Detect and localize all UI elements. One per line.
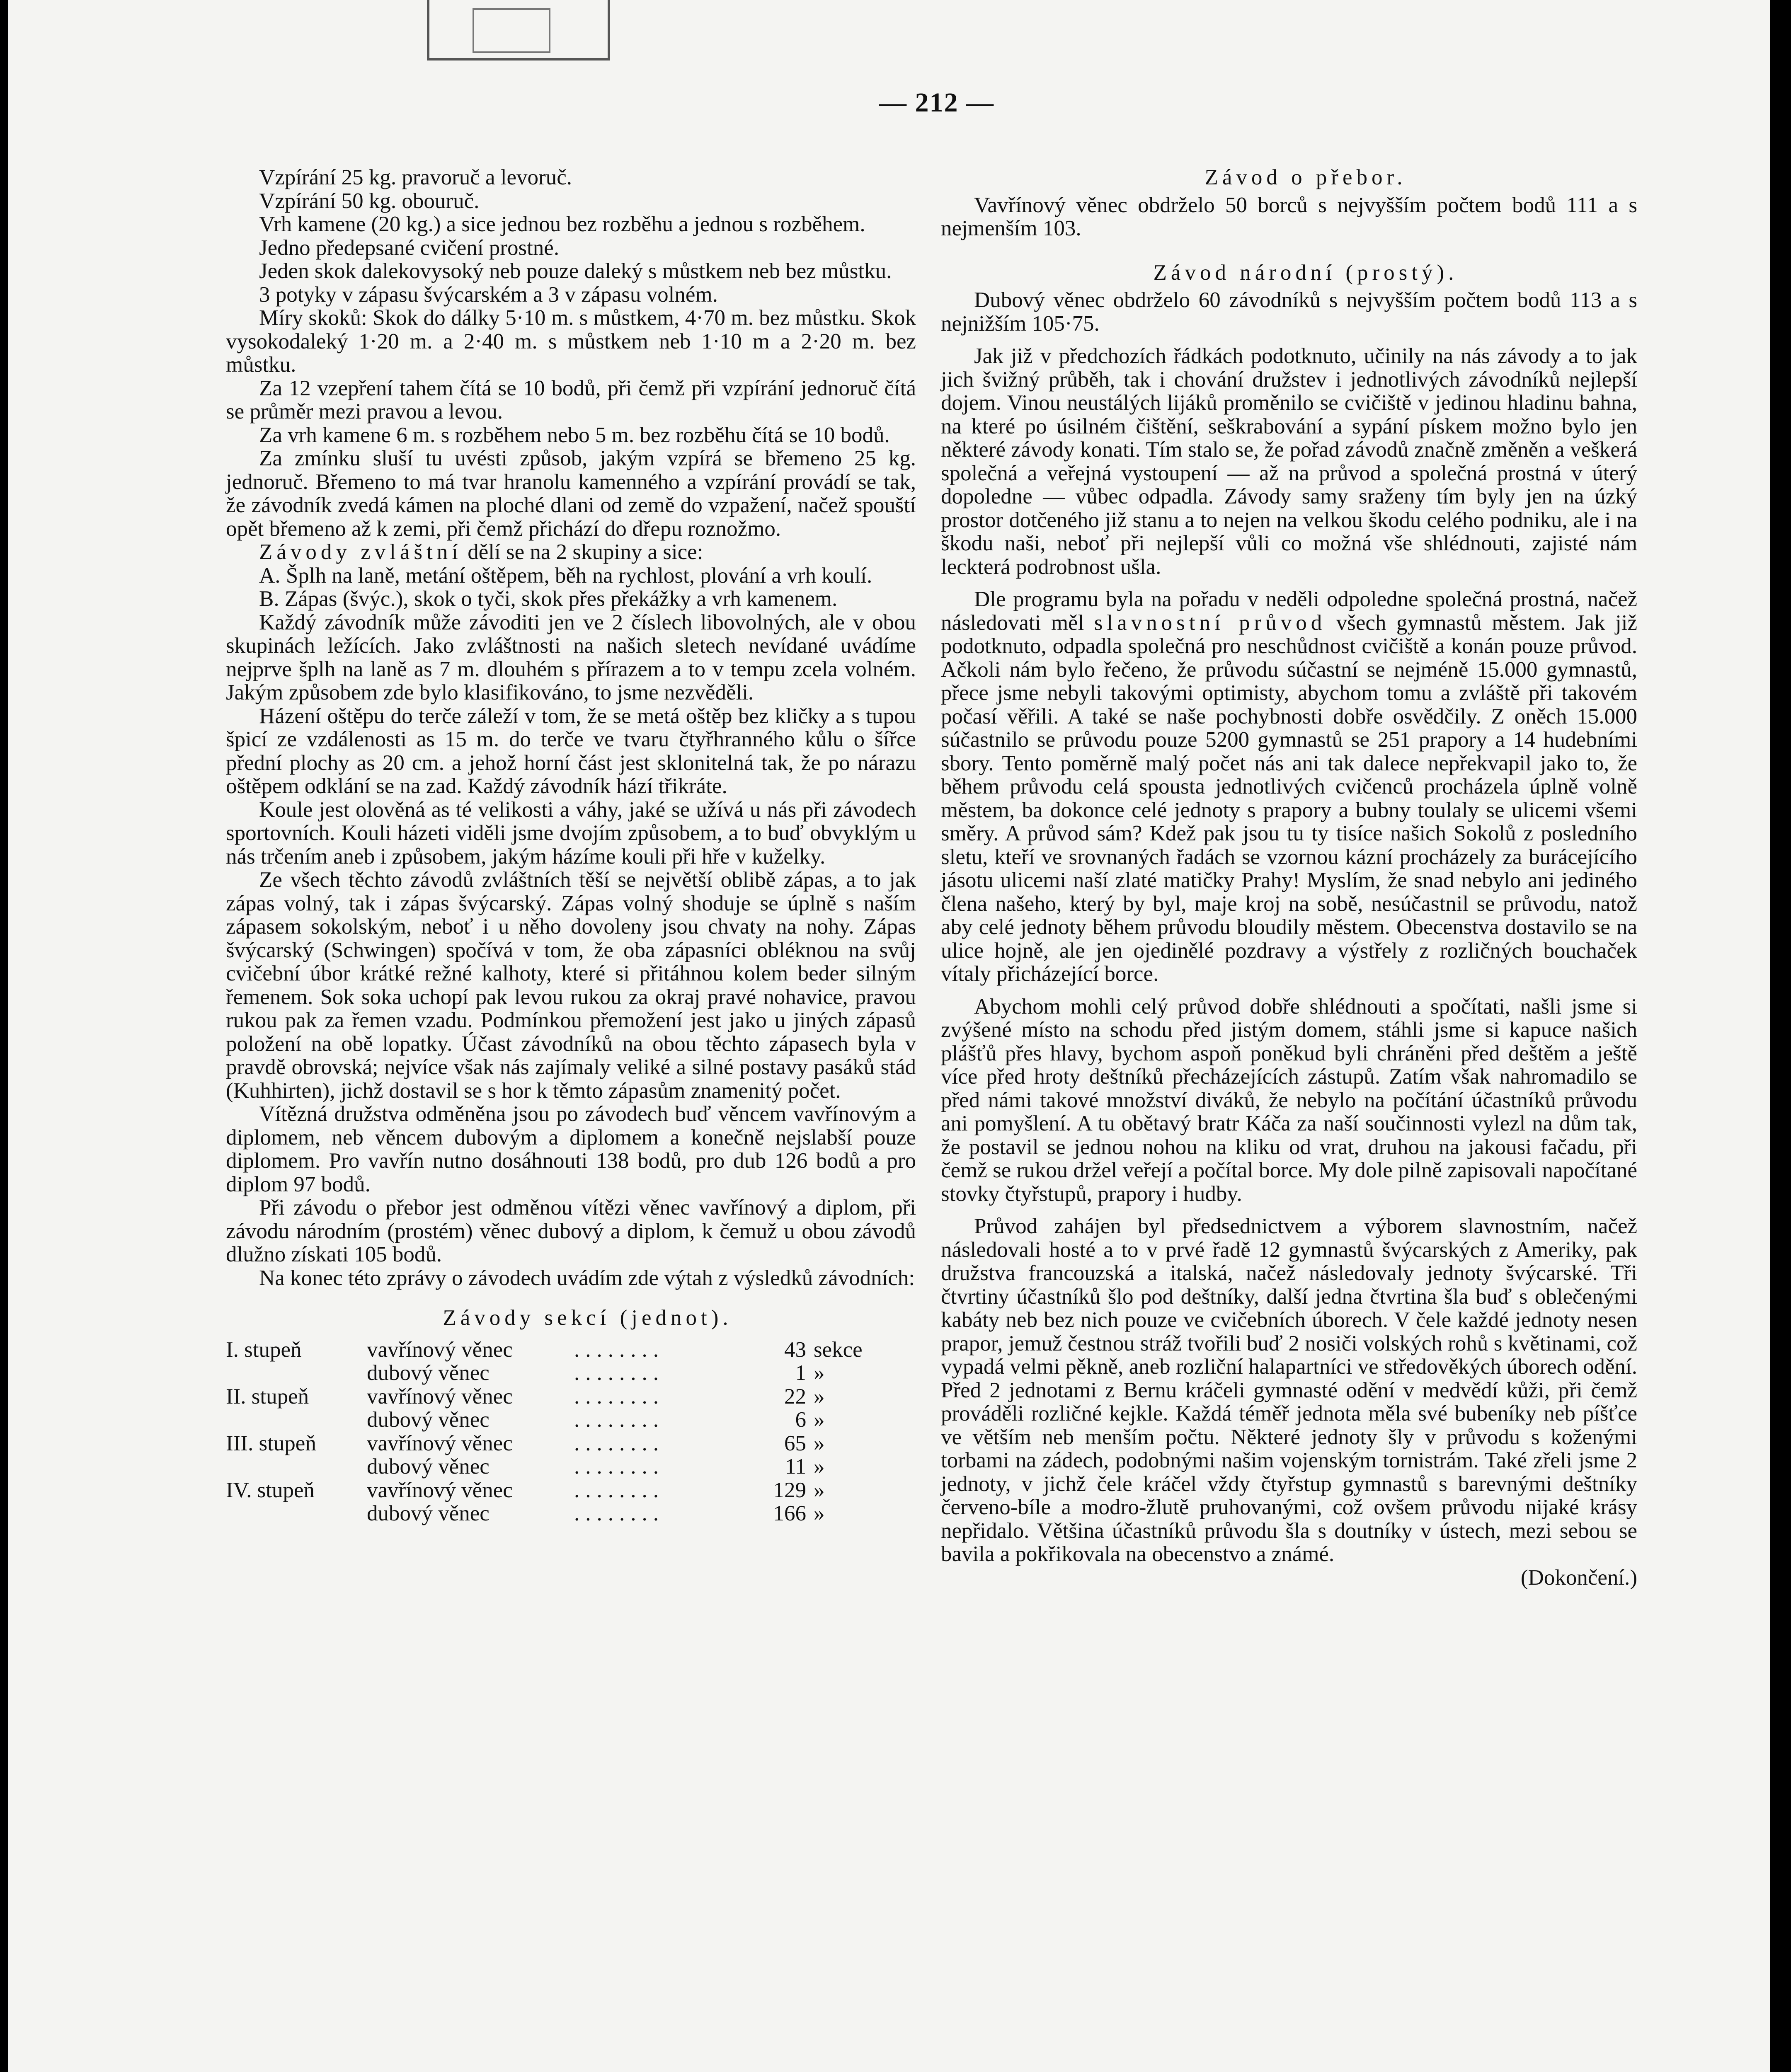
results-row bbox=[226, 1338, 916, 1362]
results-row bbox=[226, 1361, 916, 1385]
result-unit: sekce bbox=[814, 1337, 863, 1362]
result-degree: II. stupeň bbox=[226, 1384, 309, 1409]
paragraph: Dubový věnec obdrželo 60 závodníků s nejvyšším počtem bodů 113 a s nejnižším 105·75. bbox=[941, 288, 1637, 336]
leader-dots: ........ bbox=[574, 1408, 664, 1432]
result-prize: dubový věnec bbox=[367, 1361, 490, 1385]
result-unit: » bbox=[814, 1431, 825, 1455]
leader-dots: ........ bbox=[574, 1361, 664, 1385]
continuation-note: (Dokončení.) bbox=[1520, 1565, 1637, 1590]
paragraph: Za zmínku sluší tu uvésti způsob, jakým vzpírá se břemeno 25 kg. jednoruč. Břemeno to má tvar hranolu kamenného a vzpírání provádí se tak, že závodník zvedá kámen na ploché dlani od země do vzpažení, načež spouští opět břemeno až k zemi, při čemž přichází do dřepu roznožmo. bbox=[226, 446, 916, 541]
result-prize: vavřínový věnec bbox=[367, 1431, 513, 1455]
results-row bbox=[226, 1408, 916, 1432]
result-degree: IV. stupeň bbox=[226, 1478, 315, 1502]
section-heading: Závod národní (prostý). bbox=[1153, 260, 1458, 285]
result-count: 6 bbox=[795, 1408, 806, 1432]
paragraph: Za vrh kamene 6 m. s rozběhem nebo 5 m. bez rozběhu čítá se 10 bodů. bbox=[259, 423, 890, 447]
paragraph: Vrh kamene (20 kg.) a sice jednou bez rozběhu a jednou s rozběhem. bbox=[259, 212, 865, 236]
intro-rest: dělí se na 2 skupiny a sice: bbox=[462, 540, 703, 564]
section-heading: Závod o přebor. bbox=[1205, 165, 1407, 189]
result-prize: dubový věnec bbox=[367, 1501, 490, 1525]
result-unit: » bbox=[814, 1361, 825, 1385]
paragraph: Míry skoků: Skok do dálky 5·10 m. s můstkem, 4·70 m. bez můstku. Skok vysokodaleký 1·20 m. a 2·40 m. s můstkem neb 1·10 m a 2·20 m. bez můstku. bbox=[226, 306, 916, 377]
results-row bbox=[226, 1502, 916, 1525]
special-contests-intro bbox=[226, 540, 916, 564]
results-row bbox=[226, 1385, 916, 1409]
left-column bbox=[226, 166, 916, 1525]
paragraph: Ze všech těchto závodů zvláštních těší se největší oblibě zápas, a to jak zápas volný, tak i zápas švýcarský. Zápas volný shoduje se úplně s naším zápasem sokolským, neboť i u něho dovoleny jsou chvaty na nohy. Zápas švýcarský (Schwingen) spočívá v tom, že oba zápasníci obléknou na svůj cvičební úbor krátké režné kalhoty, které si přitáhnou kolem beder silným řemenem. Sok soka uchopí pak levou rukou za okraj pravé nohavice, pravou rukou pak za řemen vzadu. Podmínkou přemožení jest jako u jiných zápasů položení na obě lopatky. Účast závodníků na obou těchto zápasech byla v pravdě obrovská; nejvíce však nás zajímaly veliké a silné postavy pasáků stád (Kuhhirten), jichž dostavil se s hor k těmto zápasům znamenitý počet. bbox=[226, 868, 916, 1103]
result-unit: » bbox=[814, 1408, 825, 1432]
paragraph: Vzpírání 50 kg. obouruč. bbox=[259, 189, 480, 213]
result-unit: » bbox=[814, 1501, 825, 1525]
result-count: 22 bbox=[784, 1384, 806, 1409]
leader-dots: ........ bbox=[574, 1338, 664, 1361]
paragraph: Na konec této zprávy o závodech uvádím zde výtah z výsledků závodních: bbox=[259, 1266, 915, 1290]
paragraph: Každý závodník může závoditi jen ve 2 číslech libovolných, ale v obou skupinách ležících. Jako zvláštnosti na našich sletech nevídané uvádíme nejprve šplh na laně as 7 m. dlouhém s přírazem a to v tempu zcela volném. Jakým způsobem zde bylo klasifikováno, to jsme nezvěděli. bbox=[226, 610, 916, 704]
paragraph: Jedno předepsané cvičení prostné. bbox=[259, 235, 560, 260]
result-count: 65 bbox=[784, 1431, 806, 1455]
paragraph: Vavřínový věnec obdrželo 50 borců s nejvyšším počtem bodů 111 a s nejmenším 103. bbox=[941, 193, 1637, 240]
results-row bbox=[226, 1455, 916, 1479]
results-row bbox=[226, 1432, 916, 1455]
paragraph: Za 12 vzepření tahem čítá se 10 bodů, při čemž při vzpírání jednoruč čítá se průměr mezi pravou a levou. bbox=[226, 376, 916, 424]
paragraph: Házení oštěpu do terče záleží v tom, že se metá oštěp bez kličky a s tupou špicí ze vzdálenosti as 15 m. do terče ve tvaru čtyřhranného kůlu o šířce přední plochy as 20 cm. a jehož horní část jest sklonitelná tak, že po nárazu oštěpem odklání se na zad. Každý závodník hází třikráte. bbox=[226, 704, 916, 798]
result-degree: III. stupeň bbox=[226, 1431, 316, 1455]
result-unit: » bbox=[814, 1455, 825, 1479]
leader-dots: ........ bbox=[574, 1455, 664, 1479]
leader-dots: ........ bbox=[574, 1478, 664, 1502]
paragraph: Při závodu o přebor jest odměnou vítězi věnec vavřínový a diplom, při závodu národním (prostém) věnec dubový a diplom, k čemuž u obou závodů dlužno získati 105 bodů. bbox=[226, 1196, 916, 1266]
paragraph: Vítězná družstva odměněna jsou po závodech buď věncem vavřínovým a diplomem, neb věncem dubovým a diplomem a konečně nejslabší pouze diplomem. Pro vavřín nutno dosáhnouti 138 bodů, pro dub 126 bodů a pro diplom 97 bodů. bbox=[226, 1102, 916, 1196]
paragraph bbox=[941, 588, 1637, 986]
result-prize: vavřínový věnec bbox=[367, 1384, 513, 1409]
result-unit: » bbox=[814, 1478, 825, 1502]
group-a: A. Šplh na laně, metání oštěpem, běh na rychlost, plování a vrh koulí. bbox=[259, 563, 872, 588]
leader-dots: ........ bbox=[574, 1431, 664, 1455]
result-degree: I. stupeň bbox=[226, 1337, 302, 1362]
library-stamp-inner bbox=[473, 8, 550, 53]
results-table bbox=[226, 1338, 916, 1525]
result-prize: dubový věnec bbox=[367, 1455, 490, 1479]
spaced-phrase: slavnostní průvod bbox=[1094, 610, 1326, 635]
para-start: Dle programu byla na pořadu v neděli odpoledne společná prostná, načež následovati měl bbox=[941, 587, 1637, 635]
result-prize: dubový věnec bbox=[367, 1408, 490, 1432]
paragraph: Jeden skok dalekovysoký neb pouze daleký s můstkem neb bez můstku. bbox=[259, 259, 892, 283]
leader-dots: ........ bbox=[574, 1502, 664, 1525]
right-column bbox=[941, 166, 1637, 1589]
paragraph: Jak již v předchozích řádkách podotknuto, učinily na nás závody a to jak jich švižný průběh, tak i chování družstev i jednotlivých závodníků nejlepší dojem. Vinou neustálých lijáků proměnilo se cvičiště v jedinou hladinu bahna, na které po úsilném čištění, seškrabování a sypání pískem možno bylo jen některé závody konati. Tím stalo se, že pořad závodů značně změněn a veškerá společná a veřejná vystoupení — až na průvod a společná prostná v úterý dopoledne — vůbec odpadla. Závody samy sraženy tím byly jen na úzký prostor dotčeného již stanu a to nejen na velkou škodu celého podniku, ale i na škodu naši, neboť při nejlepší vůli co možná vše shlédnouti, zajisté nám leckterá podrobnost ušla. bbox=[941, 344, 1637, 579]
result-count: 166 bbox=[773, 1501, 806, 1525]
group-b: B. Zápas (švýc.), skok o tyči, skok přes překážky a vrh kamenem. bbox=[259, 587, 838, 611]
results-heading: Závody sekcí (jednot). bbox=[443, 1306, 732, 1330]
para-end: všech gymnastů městem. Jak již podotknuto, odpadla společná pro neschůdnost cvičiště a konán pouze průvod. Ačkoli nám bylo řečeno, že průvodu súčastní se nejméně 15.000 gymnastů, přece jsme nebyli takovými optimisty, abychom tomu a zvláště při takovém počasí věřili. A také se naše pochybnosti dobře osvědčily. Z oněch 15.000 súčastnilo se průvodu pouze 5200 gymnastů se 251 prapory a 14 hudebními sbory. Tento poměrně malý počet nás ani tak dalece nepřekvapil jako to, že během průvodu celá spousta jednotlivých cvičenců procházela úplně volně městem, ba dokonce celé jednoty s prapory a bubny toulaly se ulicemi všemi směry. A průvod sám? Kdež pak jsou tu ty tisíce našich Sokolů z posledního sletu, kteří ve srovnaných řadách se vzornou kázní procházely za burácejícího jásotu ulicemi naší zlaté matičky Prahy! Myslím, že snad nebylo ani jediného člena našeho, který by byl, maje kroj na sobě, nesúčastnil se průvodu, natož aby celé jednoty během průvodu bloudily městem. Obecenstva dostavilo se na ulice hojně, ale jen ojedinělé pozdravy a výstřely z rozličných bouchaček vítaly přicházející borce. bbox=[941, 610, 1637, 986]
results-row bbox=[226, 1479, 916, 1502]
result-count: 129 bbox=[773, 1478, 806, 1502]
paragraph: Průvod zahájen byl předsednictvem a výborem slavnostním, načež následovali hosté a to v prvé řadě 12 gymnastů švýcarských z Ameriky, pak družstva francouzská a italská, načež následovaly jednoty švýcarské. Tři čtvrtiny účastníků šlo pod deštníky, další jedna čtvrtina šla buď s oblečenými kabáty neb bez nich pouze ve cvičebních úborech. V čele každé jednoty nesen prapor, jemuž čestnou stráž tvořili buď 2 nosiči volských rohů s květinami, což vypadá velmi pěkně, aneb rozliční halapartníci ve středověkých úborech odění. Před 2 jednotami z Bernu kráčeli gymnasté odění v medvědí kůži, při čemž prováděli rozličné kejkle. Každá téměř jednota měla své bubeníky neb píšťce ve větším neb menším počtu. Některé jednoty šly v průvodu s koženými torbami na zádech, podobnými našim vojenským tornistrám. Také zřeli jsme 2 jednoty, v jichž čele kráčel vždy čtyřstup gymnastů s barevnými deštníky červeno-bíle a modro-žlutě pruhovanými, což ovšem průvodu nijaké krásy nepřidalo. Většina účastníků průvodu šla s doutníky v ústech, mezi sebou se bavila a pokřikovala na obecenstvo a známé. bbox=[941, 1214, 1637, 1566]
result-prize: vavřínový věnec bbox=[367, 1337, 513, 1362]
paragraph: Vzpírání 25 kg. pravoruč a levoruč. bbox=[259, 165, 572, 189]
paragraph: Koule jest olověná as té velikosti a váhy, jaké se užívá u nás při závodech sportovních. Kouli házeti viděli jsme dvojím způsobem, a to buď obvyklým u nás trčením aneb i způsobem, jakým házíme kouli při hře v kuželky. bbox=[226, 797, 916, 869]
page-number: — 212 — bbox=[879, 87, 994, 118]
result-unit: » bbox=[814, 1384, 825, 1409]
result-prize: vavřínový věnec bbox=[367, 1478, 513, 1502]
page-sheet bbox=[8, 0, 1770, 2072]
leader-dots: ........ bbox=[574, 1385, 664, 1408]
result-count: 43 bbox=[784, 1337, 806, 1362]
paragraph: 3 potyky v zápasu švýcarském a 3 v zápasu volném. bbox=[259, 282, 718, 307]
result-count: 1 bbox=[795, 1361, 806, 1385]
paragraph: Abychom mohli celý průvod dobře shlédnouti a spočítati, našli jsme si zvýšené místo na schodu před jistým domem, stáhli jsme si kapuce našich plášťů přes hlavy, bychom aspoň poněkud byli chráněni před deštěm a ještě více před hroty deštníků přecházejících zástupů. Zatím však nahromadilo se před námi takové množství diváků, že nebylo na počítání účastníků průvodu ani pomyšlení. A tu obětavý bratr Káča za naší součinnosti vylezl na dům tak, že postavil se jednou nohou na kliku od vrat, druhou na jakousi fačadu, při čemž se rukou držel veřejí a počítal borce. My dole pilně zapisovali napočítané stovky čtyřstupů, prapory i hudby. bbox=[941, 994, 1637, 1206]
spaced-phrase: Závody zvláštní bbox=[259, 540, 462, 564]
result-count: 11 bbox=[785, 1455, 806, 1479]
